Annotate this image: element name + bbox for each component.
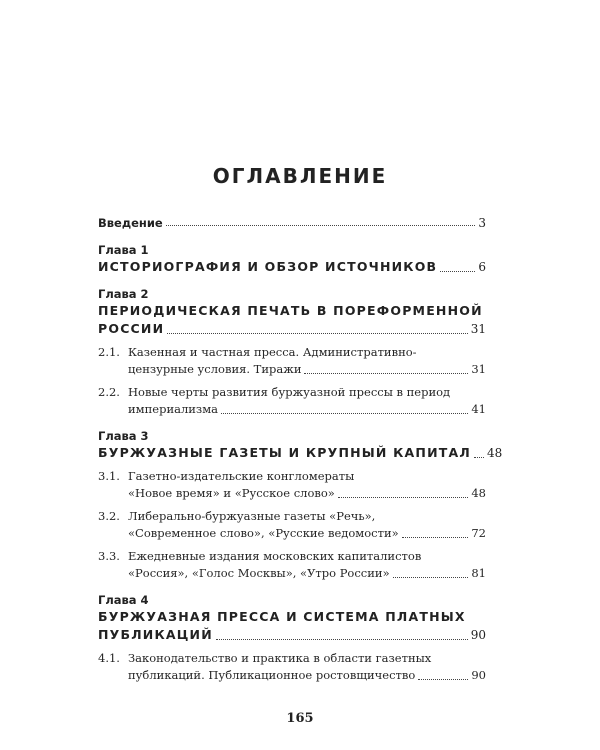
- dot-leader: [166, 225, 476, 226]
- toc-section-entry: [98, 508, 486, 542]
- section-page: 31: [471, 362, 486, 376]
- chapter-label: Глава 4: [98, 593, 149, 607]
- section-body: [128, 384, 486, 418]
- chapter-title-line: [98, 320, 486, 338]
- chapter-list: [98, 242, 503, 684]
- section-title-text: Газетно-издательские конгломераты: [128, 469, 355, 483]
- dot-leader: [167, 333, 467, 334]
- chapter-page: 48: [486, 446, 503, 460]
- section-title-text: публикаций. Публикационное ростовщичество: [128, 668, 416, 682]
- chapter-title-text: РОССИИ: [98, 321, 165, 336]
- toc-section-entry: [98, 468, 486, 502]
- dot-leader: [418, 679, 468, 680]
- section-title-text: империализма: [128, 402, 219, 416]
- toc-section-entry: [98, 548, 486, 582]
- chapter-page: 6: [478, 260, 486, 274]
- section-page: 81: [471, 566, 486, 580]
- section-number: 3.2.: [98, 509, 120, 523]
- section-number: 2.1.: [98, 345, 120, 359]
- chapter-title-line: [98, 444, 503, 462]
- entry-label: Введение: [98, 216, 163, 230]
- chapter-title-line: [98, 302, 486, 320]
- toc-chapter: [98, 242, 486, 276]
- section-title-line: [128, 401, 486, 418]
- dot-leader: [474, 457, 484, 458]
- section-title-line: [128, 361, 486, 378]
- dot-leader: [338, 497, 469, 498]
- section-title-text: Ежедневные издания московских капиталистов: [128, 549, 422, 563]
- toc-heading: ОГЛАВЛЕНИЕ: [212, 164, 388, 188]
- section-number: 3.1.: [98, 469, 120, 483]
- toc-entry-introduction: [98, 216, 486, 230]
- dot-leader: [221, 413, 468, 414]
- dot-leader: [393, 577, 469, 578]
- section-page: 90: [471, 668, 486, 682]
- chapter-title-text: БУРЖУАЗНЫЕ ГАЗЕТЫ И КРУПНЫЙ КАПИТАЛ: [98, 445, 471, 460]
- section-title-text: Новые черты развития буржуазной прессы в период: [128, 385, 451, 399]
- dot-leader: [216, 639, 468, 640]
- entry-page: 3: [478, 216, 486, 230]
- section-title-line: [128, 525, 486, 542]
- section-title-line: [128, 548, 486, 565]
- toc-chapter: [98, 286, 486, 418]
- section-title-line: [128, 344, 486, 361]
- chapter-page: 90: [470, 628, 486, 642]
- page-number: 165: [286, 711, 314, 726]
- chapter-label: Глава 1: [98, 243, 149, 257]
- section-title-text: «Россия», «Голос Москвы», «Утро России»: [128, 566, 390, 580]
- section-page: 48: [471, 486, 486, 500]
- section-title-line: [128, 508, 486, 525]
- section-body: [128, 468, 486, 502]
- dot-leader: [440, 271, 475, 272]
- section-number: 4.1.: [98, 651, 120, 665]
- section-body: [128, 650, 486, 684]
- section-title-line: [128, 565, 486, 582]
- toc-section-entry: [98, 650, 486, 684]
- section-body: [128, 548, 486, 582]
- section-number: 2.2.: [98, 385, 120, 399]
- section-title-text: Казенная и частная пресса. Административно-: [128, 345, 417, 359]
- section-title-text: «Современное слово», «Русские ведомости»: [128, 526, 399, 540]
- section-body: [128, 344, 486, 378]
- chapter-title-text: БУРЖУАЗНАЯ ПРЕССА И СИСТЕМА ПЛАТНЫХ: [98, 609, 466, 624]
- chapter-title-line: [98, 608, 486, 626]
- section-page: 72: [471, 526, 486, 540]
- section-page: 41: [471, 402, 486, 416]
- section-number: 3.3.: [98, 549, 120, 563]
- toc-chapter: [98, 592, 486, 684]
- toc-section-entry: [98, 344, 486, 378]
- chapter-label: Глава 2: [98, 287, 149, 301]
- section-title-line: [128, 667, 486, 684]
- section-title-text: Либерально-буржуазные газеты «Речь»,: [128, 509, 376, 523]
- section-title-line: [128, 485, 486, 502]
- section-title-line: [128, 650, 486, 667]
- section-body: [128, 508, 486, 542]
- toc-section-entry: [98, 384, 486, 418]
- dot-leader: [304, 373, 468, 374]
- chapter-label: Глава 3: [98, 429, 149, 443]
- chapter-title-text: ИСТОРИОГРАФИЯ И ОБЗОР ИСТОЧНИКОВ: [98, 259, 438, 274]
- section-title-line: [128, 384, 486, 401]
- section-title-line: [128, 468, 486, 485]
- section-title-text: цензурные условия. Тиражи: [128, 362, 302, 376]
- chapter-title-text: ПЕРИОДИЧЕСКАЯ ПЕЧАТЬ В ПОРЕФОРМЕННОЙ: [98, 303, 483, 318]
- section-title-text: «Новое время» и «Русское слово»: [128, 486, 335, 500]
- table-of-contents: [98, 216, 503, 694]
- chapter-title-line: [98, 258, 486, 276]
- chapter-title-text: ПУБЛИКАЦИЙ: [98, 627, 213, 642]
- chapter-title-line: [98, 626, 486, 644]
- dot-leader: [402, 537, 469, 538]
- chapter-page: 31: [470, 322, 486, 336]
- toc-chapter: [98, 428, 503, 582]
- section-title-text: Законодательство и практика в области газетных: [128, 651, 432, 665]
